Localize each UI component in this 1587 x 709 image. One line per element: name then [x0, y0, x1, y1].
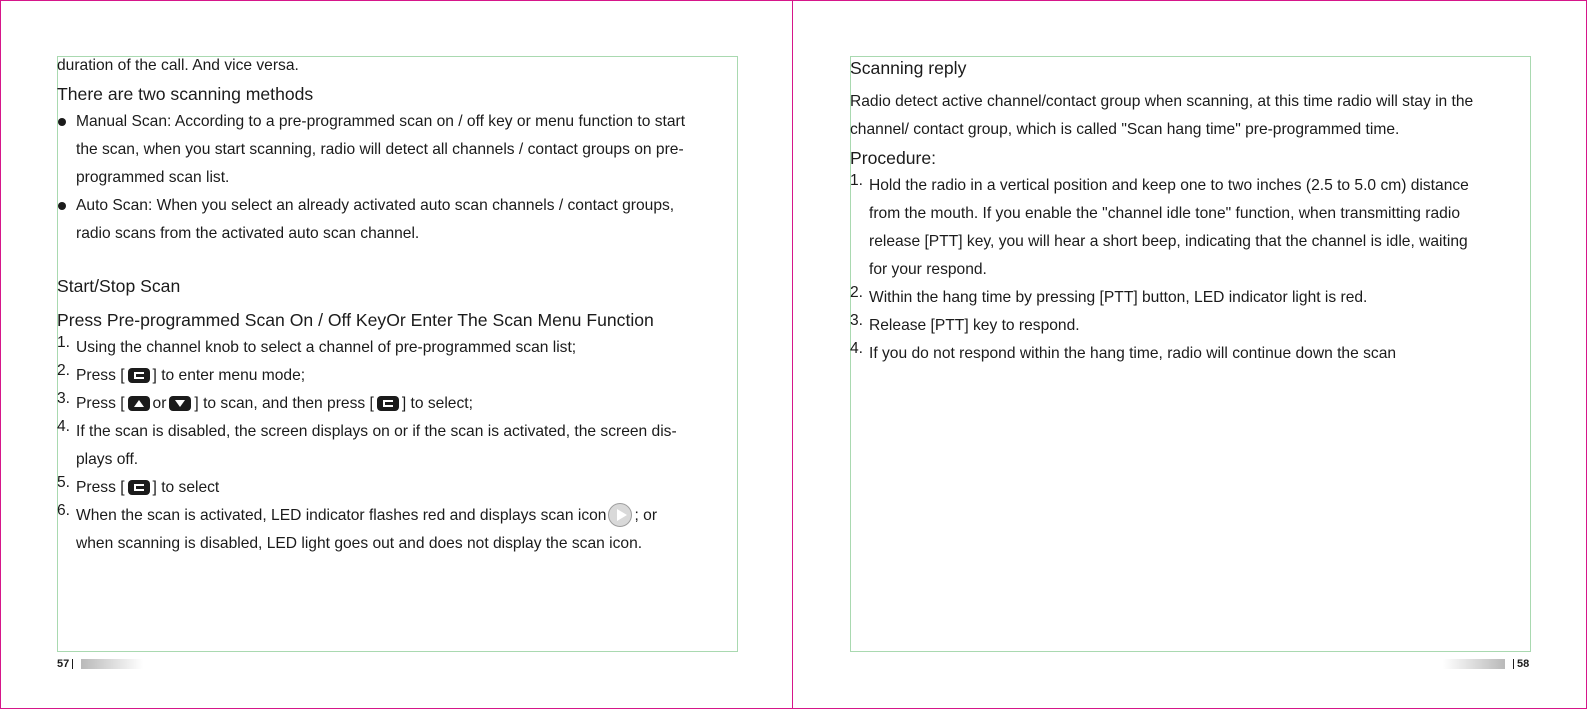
methods-intro: There are two scanning methods [57, 84, 314, 104]
down-arrow-key-icon [169, 396, 191, 411]
right-page-text [850, 54, 1540, 368]
step-number: 2. [57, 362, 71, 379]
bullet-line: radio scans from the activated auto scan channel. [76, 225, 420, 242]
step-2 [57, 362, 747, 390]
step-6 [57, 502, 747, 558]
bullet-line: programmed scan list. [76, 169, 230, 186]
reply-step-2 [850, 284, 1540, 312]
page-footer-right [1443, 658, 1529, 670]
continuation-text: duration of the call. And vice versa. [57, 57, 299, 74]
reply-step-1 [850, 172, 1540, 284]
step-text-part: ] to select [152, 479, 220, 496]
page-spine-divider [792, 0, 793, 709]
procedure-label: Procedure: [850, 148, 937, 168]
bullet-line: Auto Scan: When you select an already activated auto scan channels / contact groups, [76, 197, 675, 214]
step-number: 1. [850, 172, 864, 189]
step-text: Using the channel knob to select a channel of pre-programmed scan list; [76, 339, 577, 356]
step-text-part: Press [ [76, 367, 125, 384]
step-text-part: ] to scan, and then press [ [194, 395, 374, 412]
step-number: 1. [57, 334, 71, 351]
page-number-separator [1513, 659, 1514, 669]
page-number: 57 [57, 658, 70, 670]
reply-step-4 [850, 340, 1540, 368]
page-footer-left [57, 658, 143, 670]
section-title-scanning-reply: Scanning reply [850, 58, 967, 78]
step-text: Within the hang time by pressing [PTT] button, LED indicator light is red. [869, 289, 1368, 306]
step-text [76, 362, 747, 390]
step-text: Release [PTT] key to respond. [869, 317, 1080, 334]
step-text-part: or [152, 395, 167, 412]
bullet-line: Manual Scan: According to a pre-programmed scan on / off key or menu function to start [76, 113, 686, 130]
intro-line: channel/ contact group, which is called "Scan hang time" pre-programmed time. [850, 121, 1400, 138]
step-1 [57, 334, 747, 362]
section-title-start-stop-scan: Start/Stop Scan [57, 276, 181, 296]
step-text-part: When the scan is activated, LED indicator flashes red and displays scan icon [76, 507, 607, 524]
step-text: If you do not respond within the hang time, radio will continue down the scan [869, 345, 1397, 362]
bullet-line: the scan, when you start scanning, radio will detect all channels / contact groups on pre- [76, 141, 684, 158]
step-number: 4. [57, 418, 71, 435]
page-number: 58 [1517, 658, 1530, 670]
up-arrow-key-icon [128, 396, 150, 411]
scan-play-icon [608, 503, 632, 527]
bullet-auto-scan [57, 192, 747, 248]
step-text [76, 474, 747, 502]
step-5 [57, 474, 747, 502]
bullet-dot-icon [57, 192, 76, 248]
step-text: for your respond. [869, 261, 987, 278]
step-number: 6. [57, 502, 71, 519]
footer-gradient-bar [1443, 659, 1505, 669]
step-text: from the mouth. If you enable the "channel idle tone" function, when transmitting radio [869, 205, 1460, 222]
step-text: If the scan is disabled, the screen displays on or if the scan is activated, the screen dis- [76, 423, 677, 440]
bullet-dot-icon [57, 108, 76, 192]
step-text: when scanning is disabled, LED light goes out and does not display the scan icon. [76, 535, 643, 552]
step-text: Hold the radio in a vertical position and keep one to two inches (2.5 to 5.0 cm) distance [869, 177, 1469, 194]
step-text: plays off. [76, 451, 139, 468]
step-number: 5. [57, 474, 71, 491]
step-3 [57, 390, 747, 418]
step-number: 4. [850, 340, 864, 357]
step-text [76, 390, 747, 418]
page-number-separator [72, 659, 73, 669]
menu-key-icon [128, 480, 150, 495]
procedure-title: Press Pre-programmed Scan On / Off KeyOr Enter The Scan Menu Function [57, 310, 654, 330]
intro-line: Radio detect active channel/contact group when scanning, at this time radio will stay in the [850, 93, 1474, 110]
step-text-part: ] to enter menu mode; [152, 367, 306, 384]
step-number: 3. [850, 312, 864, 329]
step-text-part: Press [ [76, 395, 125, 412]
reply-step-3 [850, 312, 1540, 340]
left-page-text [57, 52, 747, 558]
step-text [76, 502, 747, 530]
step-number: 3. [57, 390, 71, 407]
step-text-part: Press [ [76, 479, 125, 496]
step-text-part: ; or [634, 507, 658, 524]
menu-key-icon [128, 368, 150, 383]
step-text-part: ] to select; [401, 395, 473, 412]
step-text: release [PTT] key, you will hear a short beep, indicating that the channel is idle, waiting [869, 233, 1468, 250]
bullet-manual-scan [57, 108, 747, 192]
footer-gradient-bar [81, 659, 143, 669]
step-4 [57, 418, 747, 474]
menu-key-icon [377, 396, 399, 411]
step-number: 2. [850, 284, 864, 301]
